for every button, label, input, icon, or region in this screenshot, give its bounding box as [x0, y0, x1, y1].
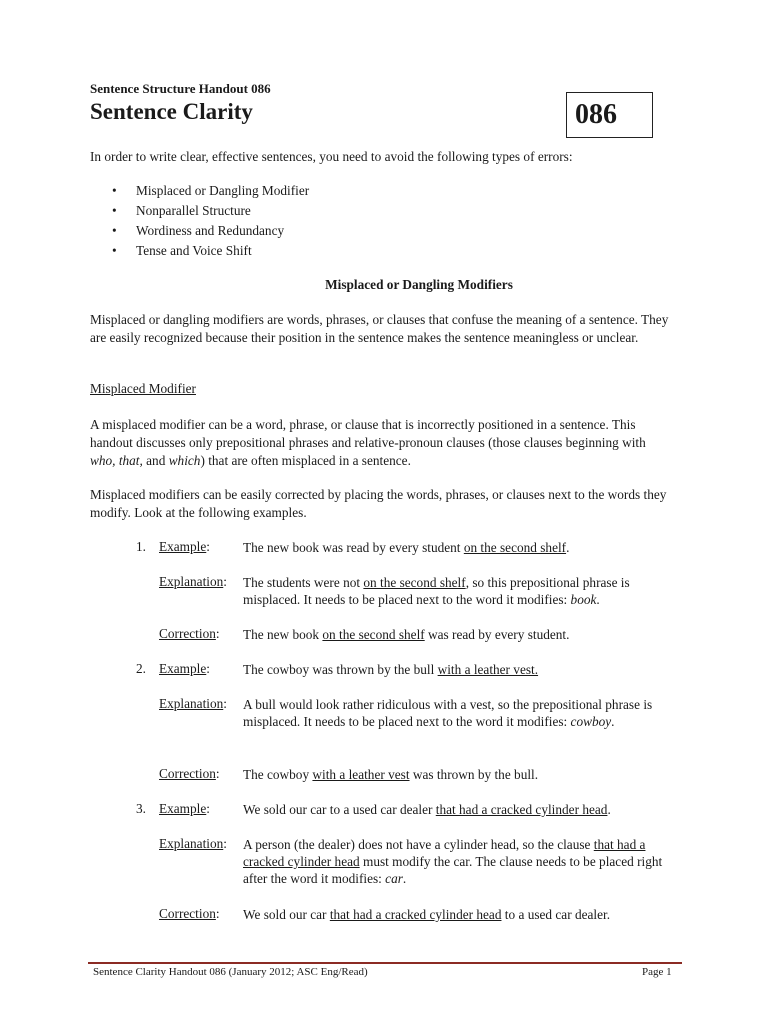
label-colon: : — [223, 836, 227, 851]
underlined-run: on the second shelf — [463, 540, 567, 555]
example-text — [243, 539, 673, 556]
label-colon: : — [206, 801, 210, 816]
intro-paragraph: In order to write clear, effective sentences, you need to avoid the following types of errors: — [90, 149, 573, 164]
label-text: Example — [159, 661, 207, 676]
correction-text — [243, 766, 673, 783]
text-run: , so this prepositional phrase is misplaced. It needs to be placed next to the word it modifies: — [243, 575, 630, 607]
correction-label — [159, 766, 220, 782]
footer-divider — [88, 962, 682, 964]
italic-run: car — [385, 871, 403, 886]
explanation-label — [159, 696, 227, 712]
label-colon: : — [215, 906, 220, 921]
text-run: A misplaced modifier can be a word, phrase, or clause that is incorrectly positioned in a sentence. This handout discusses only prepositional phrases and relative-pronoun clauses (those clauses beginning with — [90, 417, 646, 450]
correction-text — [243, 626, 673, 643]
underlined-run: that had a cracked cylinder head — [329, 907, 502, 922]
example-label — [159, 801, 210, 817]
text-run: We sold our car to a used car dealer — [243, 802, 436, 817]
text-run: . — [566, 540, 570, 555]
text-run: The new book was read by every student — [243, 540, 464, 555]
label-colon: : — [223, 696, 227, 711]
text-run: and — [142, 453, 169, 468]
text-run: was thrown by the bull. — [409, 767, 539, 782]
example-number: 2. — [136, 661, 146, 676]
text-run: ) that are often misplaced in a sentence. — [200, 453, 411, 468]
italic-run: who, that, — [90, 453, 143, 468]
text-run: The students were not — [243, 575, 364, 590]
section-paragraph: Misplaced or dangling modifiers are words, phrases, or clauses that confuse the meaning of a sentence. They are easily recognized because their position in the sentence makes the sentence meaningless or unclear. — [90, 312, 669, 345]
label-colon: : — [223, 574, 227, 589]
label-colon: : — [215, 766, 220, 781]
correction-label — [159, 906, 220, 922]
label-text: Explanation — [159, 836, 224, 851]
section-heading: Misplaced or Dangling Modifiers — [325, 277, 513, 292]
text-run: The new book — [243, 627, 323, 642]
label-text: Explanation — [159, 696, 224, 711]
list-item: • Wordiness and Redundancy — [112, 221, 309, 241]
italic-run: book — [570, 592, 597, 607]
underlined-run: on the second shelf — [363, 575, 466, 590]
handout-number: 086 — [575, 99, 617, 130]
handout-number-box — [566, 92, 653, 138]
explanation-text — [243, 696, 673, 730]
text-run: . — [611, 714, 615, 729]
list-item: • Misplaced or Dangling Modifier — [112, 181, 309, 201]
list-item: • Tense and Voice Shift — [112, 241, 309, 261]
text-run: . — [402, 871, 407, 886]
example-label — [159, 661, 210, 677]
label-text: Example — [159, 539, 207, 554]
page-title: Sentence Clarity — [90, 99, 253, 124]
explanation-label — [159, 574, 227, 590]
label-text: Correction — [159, 766, 216, 781]
underlined-run: with a leather vest. — [437, 662, 539, 677]
underlined-run: that had a cracked cylinder head — [435, 802, 608, 817]
text-run: must modify the car. The clause needs to be placed right after the word it modifies: — [243, 854, 663, 886]
list-item: • Nonparallel Structure — [112, 201, 309, 221]
example-text — [243, 661, 673, 678]
explanation-label — [159, 836, 227, 852]
underlined-run: on the second shelf — [322, 627, 425, 642]
italic-run: cowboy — [570, 714, 612, 729]
underlined-run: with a leather vest — [312, 767, 410, 782]
footer-left-text: Sentence Clarity Handout 086 (January 2012; ASC Eng/Read) — [93, 966, 368, 978]
label-colon: : — [215, 626, 220, 641]
italic-run: which — [168, 453, 201, 468]
error-list — [112, 181, 309, 261]
example-text — [243, 801, 673, 818]
text-run: A person (the dealer) does not have a cylinder head, so the clause — [243, 837, 594, 852]
label-text: Explanation — [159, 574, 224, 589]
label-text: Correction — [159, 906, 216, 921]
label-colon: : — [206, 539, 210, 554]
handout-label: Sentence Structure Handout 086 — [90, 81, 271, 96]
subheading: Misplaced Modifier — [90, 381, 196, 396]
example-number: 3. — [136, 801, 146, 816]
text-run: was read by every student. — [424, 627, 570, 642]
example-label — [159, 539, 210, 555]
misplaced-paragraph-1 — [90, 416, 670, 470]
correction-label — [159, 626, 220, 642]
text-run: to a used car dealer. — [501, 907, 611, 922]
misplaced-paragraph-2: Misplaced modifiers can be easily corrected by placing the words, phrases, or clauses next to the words they modify. Look at the following examples. — [90, 487, 667, 520]
text-run: The cowboy — [243, 767, 313, 782]
label-colon: : — [206, 661, 210, 676]
label-text: Correction — [159, 626, 216, 641]
label-text: Example — [159, 801, 207, 816]
page-number: Page 1 — [642, 966, 672, 978]
text-run: . — [607, 802, 611, 817]
explanation-text — [243, 836, 673, 887]
explanation-text — [243, 574, 673, 608]
underlined-run: that had a cracked cylinder head — [243, 837, 646, 869]
text-run: A bull would look rather ridiculous with a vest, so the prepositional phrase is misplaced. It needs to be placed next to the word it modifies: — [243, 697, 653, 729]
text-run: . — [596, 592, 600, 607]
text-run: The cowboy was thrown by the bull — [243, 662, 438, 677]
text-run: We sold our car — [243, 907, 330, 922]
correction-text — [243, 906, 673, 923]
example-number: 1. — [136, 539, 146, 554]
